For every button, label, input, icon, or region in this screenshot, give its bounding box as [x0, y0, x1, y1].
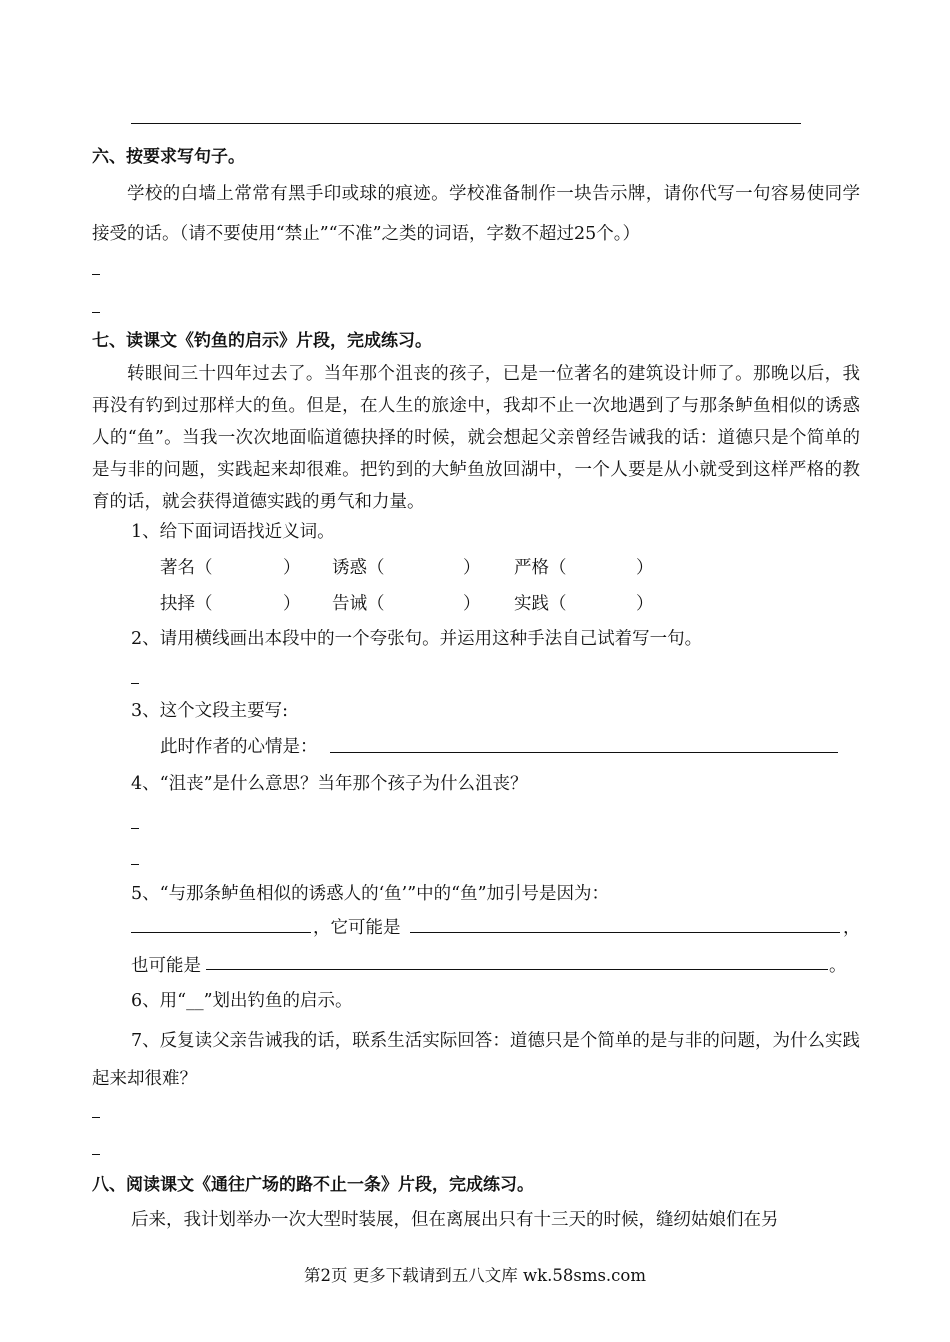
q3-mood-label: 此时作者的心情是： [160, 737, 318, 757]
q5-reason-line[interactable] [131, 932, 311, 933]
section7-heading: 七、读课文《钓鱼的启示》片段，完成练习。 [92, 331, 432, 351]
q1-blank-close[interactable]: ） [463, 594, 481, 614]
q2-prompt: 2、请用横线画出本段中的一个夸张句。并运用这种手法自己试着写一句。 [131, 629, 703, 649]
q3-prompt: 3、这个文段主要写: [131, 701, 289, 721]
section7-passage: 转眼间三十四年过去了。当年那个沮丧的孩子，已是一位著名的建筑设计师了。那晚以后，我再没有钓到过那样大的鱼。但是，在人生的旅途中，我却不止一次地遇到了与那条鲈鱼相似的诱惑人的“鱼”。当我一次次地面临道德抉择的时候，就会想起父亲曾经告诫我的话：道德只是个简单的是与非的问题，实践起来却很难。把钓到的大鲈鱼放回湖中，一个人要是从小就受到这样严格的教育的话，就会获得道德实践的勇气和力量。 [92, 364, 860, 512]
q5-prompt: 5、“与那条鲈鱼相似的诱惑人的‘鱼’”中的“鱼”加引号是因为： [131, 884, 610, 904]
q1-word-gaojie: 告诫（ [332, 594, 385, 614]
q1-word-youhuo: 诱惑（ [332, 558, 385, 578]
q1-blank-close[interactable]: ） [463, 558, 481, 578]
q1-blank-close[interactable]: ） [636, 594, 654, 614]
answer-blank-q4b[interactable] [131, 864, 139, 865]
q1-word-yange: 严格（ [514, 558, 567, 578]
q3-mood-answer-line[interactable] [330, 752, 838, 753]
q1-prompt: 1、给下面词语找近义词。 [131, 522, 335, 542]
q5-period: 。 [829, 956, 847, 976]
q1-blank-close[interactable]: ） [283, 594, 301, 614]
q5-maybe2-label: 也可能是 [131, 956, 201, 976]
answer-blank-q7b[interactable] [92, 1154, 100, 1155]
answer-blank-6a[interactable] [92, 274, 100, 275]
page-footer: 第2页 更多下载请到五八文库 wk.58sms.com [304, 1266, 646, 1285]
section8-passage: 后来，我计划举办一次大型时装展，但在离展出只有十三天的时候，缝纫姑娘们在另 [131, 1210, 779, 1230]
answer-line-top[interactable] [131, 123, 801, 124]
q6-prompt: 6、用“__”划出钓鱼的启示。 [131, 991, 353, 1011]
q4-prompt: 4、“沮丧”是什么意思？当年那个孩子为什么沮丧？ [131, 774, 528, 794]
q1-word-zhuming: 著名（ [160, 558, 213, 578]
q5-comma: ， [843, 918, 861, 938]
section8-heading: 八、阅读课文《通往广场的路不止一条》片段，完成练习。 [92, 1175, 534, 1195]
section6-body: 学校的白墙上常常有黑手印或球的痕迹。学校准备制作一块告示牌，请你代写一句容易使同学接受的话。（请不要使用“禁止”“不准”之类的词语，字数不超过25个。） [92, 184, 860, 244]
section6-heading: 六、按要求写句子。 [92, 147, 245, 167]
answer-blank-q2[interactable] [131, 683, 139, 684]
q5-maybe1-line[interactable] [410, 932, 840, 933]
q5-maybe1-label: ，它可能是 [313, 918, 401, 938]
q5-maybe2-line[interactable] [206, 969, 828, 970]
q1-blank-close[interactable]: ） [283, 558, 301, 578]
answer-blank-q4a[interactable] [131, 828, 139, 829]
q1-word-jueze: 抉择（ [160, 594, 213, 614]
q1-blank-close[interactable]: ） [636, 558, 654, 578]
answer-blank-6b[interactable] [92, 312, 100, 313]
q1-word-shijian: 实践（ [514, 594, 567, 614]
answer-blank-q7a[interactable] [92, 1117, 100, 1118]
q7-prompt: 7、反复读父亲告诫我的话，联系生活实际回答：道德只是个简单的是与非的问题，为什么实践起来却很难？ [92, 1031, 860, 1089]
